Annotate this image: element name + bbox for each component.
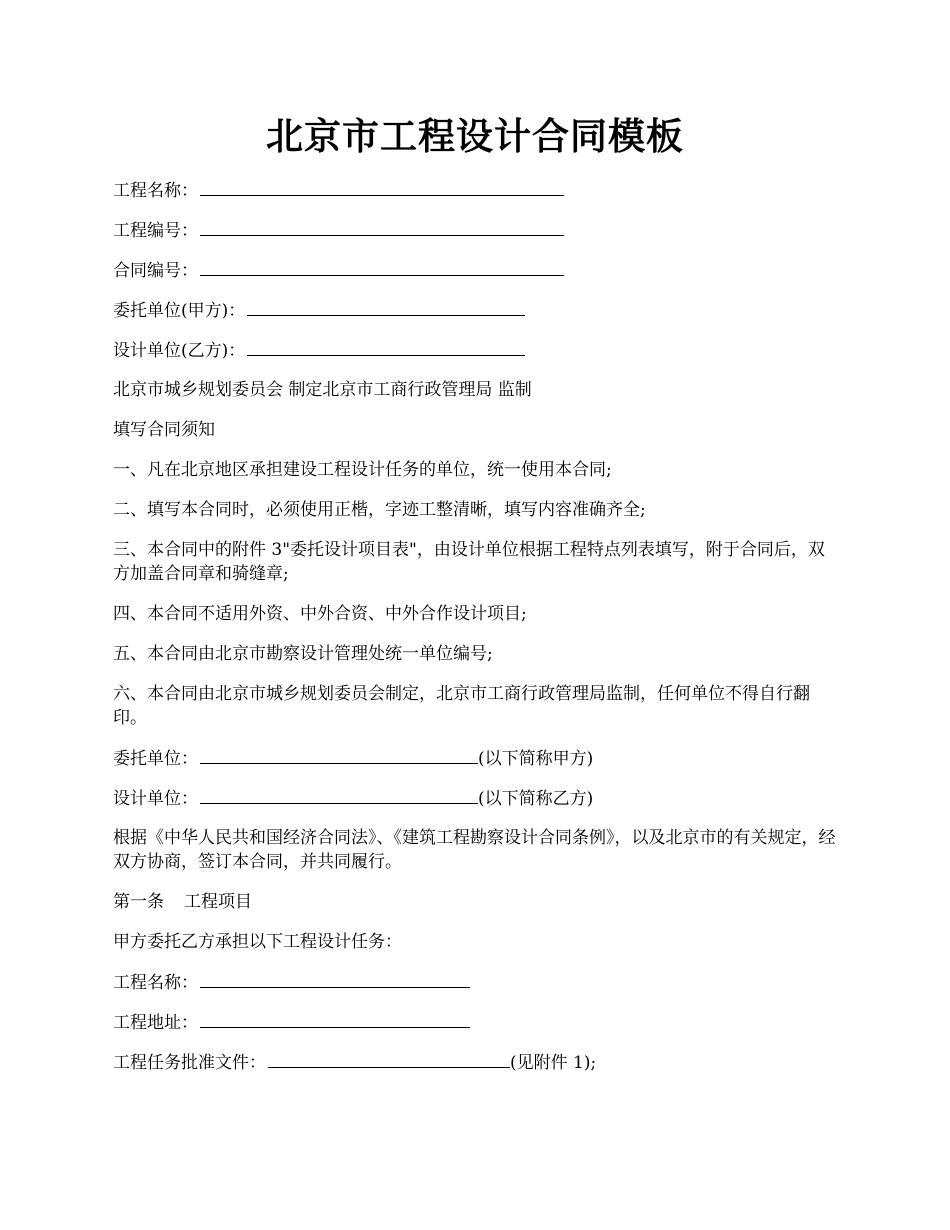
- field-suffix: (见附件 1);: [510, 1053, 597, 1073]
- fill-in-blank[interactable]: [200, 258, 564, 276]
- notice-heading: 填写合同须知: [113, 420, 215, 440]
- approval-document-field: [113, 1050, 841, 1074]
- article-project-name-field: [113, 970, 841, 994]
- field-label: 委托单位(甲方)：: [113, 301, 246, 321]
- field-label: 工程地址：: [113, 1013, 198, 1033]
- fill-in-blank[interactable]: [268, 1050, 510, 1068]
- field-label: 工程名称：: [113, 181, 198, 201]
- fill-in-blank[interactable]: [200, 1010, 470, 1028]
- project-number-field: [113, 218, 841, 242]
- issuer-line: 北京市城乡规划委员会 制定北京市工商行政管理局 监制: [113, 380, 532, 400]
- notice-item: 二、填写本合同时，必须使用正楷，字迹工整清晰，填写内容准确齐全;: [113, 500, 646, 520]
- article-number: 第一条: [113, 892, 164, 912]
- field-label: 工程任务批准文件：: [113, 1053, 266, 1073]
- document-body: [113, 178, 841, 1090]
- article-heading: [113, 890, 841, 914]
- field-suffix: (以下简称甲方): [478, 749, 594, 769]
- client-party-a-field: [113, 298, 841, 322]
- notice-item: 一、凡在北京地区承担建设工程设计任务的单位，统一使用本合同;: [113, 460, 612, 480]
- preamble: 根据《中华人民共和国经济合同法》、《建筑工程勘察设计合同条例》，以及北京市的有关规定，经双方协商，签订本合同，并共同履行。: [113, 828, 836, 872]
- notice-item: 五、本合同由北京市勘察设计管理处统一单位编号;: [113, 644, 493, 664]
- field-label: 工程编号：: [113, 221, 198, 241]
- article-intro: 甲方委托乙方承担以下工程设计任务：: [113, 932, 402, 952]
- fill-in-blank[interactable]: [247, 338, 525, 356]
- fill-in-blank[interactable]: [247, 298, 525, 316]
- fill-in-blank[interactable]: [200, 178, 564, 196]
- notice-item: 六、本合同由北京市城乡规划委员会制定，北京市工商行政管理局监制，任何单位不得自行翻印。: [113, 684, 810, 728]
- designer-party-b-field: [113, 338, 841, 362]
- fill-in-blank[interactable]: [200, 786, 478, 804]
- fill-in-blank[interactable]: [200, 746, 478, 764]
- field-label: 工程名称：: [113, 973, 198, 993]
- design-unit-field: [113, 786, 841, 810]
- field-label: 设计单位：: [113, 789, 198, 809]
- client-unit-field: [113, 746, 841, 770]
- field-label: 设计单位(乙方)：: [113, 341, 246, 361]
- field-label: 委托单位：: [113, 749, 198, 769]
- contract-number-field: [113, 258, 841, 282]
- fill-in-blank[interactable]: [200, 218, 564, 236]
- field-label: 合同编号：: [113, 261, 198, 281]
- document-title: 北京市工程设计合同模板: [266, 114, 684, 158]
- project-name-field: [113, 178, 841, 202]
- notice-item: 三、本合同中的附件 3"委托设计项目表"，由设计单位根据工程特点列表填写，附于合同后，双方加盖合同章和骑缝章;: [113, 540, 825, 584]
- field-suffix: (以下简称乙方): [478, 789, 594, 809]
- notice-item: 四、本合同不适用外资、中外合资、中外合作设计项目;: [113, 604, 527, 624]
- article-title: 工程项目: [184, 892, 252, 912]
- article-project-address-field: [113, 1010, 841, 1034]
- fill-in-blank[interactable]: [200, 970, 470, 988]
